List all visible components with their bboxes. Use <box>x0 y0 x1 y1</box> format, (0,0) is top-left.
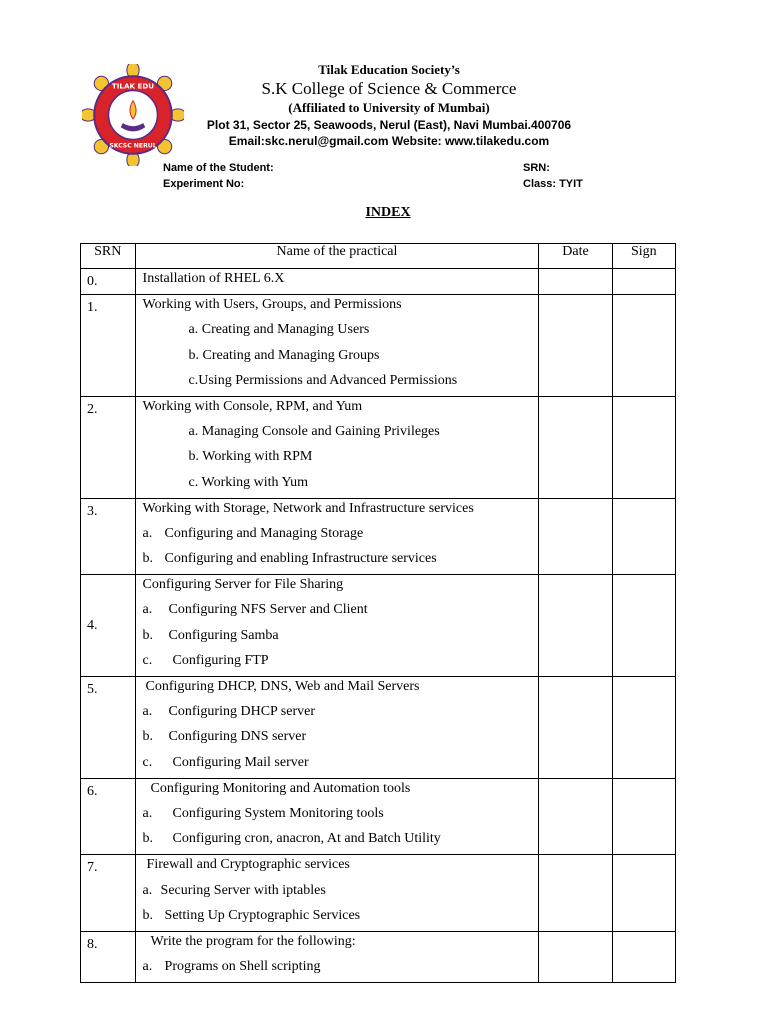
practical-cell <box>135 575 539 677</box>
sub-item <box>136 881 539 906</box>
sub-item-marker: b. <box>142 551 154 567</box>
table-header-row <box>81 244 676 269</box>
sub-item-label: Configuring and Managing Storage <box>164 525 364 541</box>
practical-title: Installation of RHEL 6.X <box>142 271 285 286</box>
header-practical: Name of the practical <box>135 244 539 269</box>
sub-item-label: Configuring and enabling Infrastructure services <box>164 551 437 567</box>
sign-cell <box>612 396 675 498</box>
sub-item-marker: a. <box>142 525 153 541</box>
student-meta <box>163 160 603 192</box>
header-srn: SRN <box>81 244 136 269</box>
date-cell <box>539 396 612 498</box>
practical-title: Configuring DHCP, DNS, Web and Mail Servers <box>145 679 420 694</box>
table-row <box>81 575 676 677</box>
sub-item <box>136 524 539 549</box>
sub-item-marker: a. <box>142 602 153 618</box>
sub-item <box>136 626 539 651</box>
sub-item <box>136 753 539 778</box>
sub-item-label: Configuring NFS Server and Client <box>168 602 368 618</box>
srn-cell: 6. <box>81 778 136 855</box>
practical-title: Configuring Monitoring and Automation tools <box>150 780 411 796</box>
table-row <box>81 778 676 855</box>
sub-item: a. Managing Console and Gaining Privileges <box>188 424 440 440</box>
sign-cell <box>612 269 675 295</box>
sub-item-marker: c. <box>142 754 153 770</box>
sub-item <box>136 651 539 676</box>
srn-cell: 0. <box>81 269 136 295</box>
practical-cell <box>135 295 539 397</box>
sub-item-marker: b. <box>142 907 154 923</box>
sub-item: b. Working with RPM <box>188 449 313 465</box>
sub-item-label: Configuring Mail server <box>172 754 309 770</box>
practical-title: Working with Storage, Network and Infrastructure services <box>142 500 474 516</box>
table-row <box>81 295 676 397</box>
affiliation: (Affiliated to University of Mumbai) <box>288 99 490 115</box>
sub-item-marker: a. <box>142 805 153 821</box>
sub-item-label: Configuring FTP <box>172 652 269 668</box>
address: Plot 31, Sector 25, Seawoods, Nerul (East), Navi Mumbai.400706 <box>206 117 572 132</box>
practical-title: Working with Users, Groups, and Permissions <box>142 297 402 313</box>
srn-cell: 7. <box>81 855 136 932</box>
index-table <box>80 243 676 983</box>
college-logo <box>82 64 184 166</box>
date-cell <box>539 855 612 932</box>
class-label: Class: TYIT <box>523 178 583 190</box>
svg-text:SKCSC NERUL: SKCSC NERUL <box>109 142 157 150</box>
date-cell <box>539 575 612 677</box>
sign-cell <box>612 498 675 575</box>
sub-item-marker: a. <box>142 882 153 898</box>
srn-cell: 3. <box>81 498 136 575</box>
sub-item-label: Configuring System Monitoring tools <box>172 805 384 821</box>
srn-cell: 4. <box>81 575 136 677</box>
sub-item: a. Creating and Managing Users <box>188 322 370 338</box>
table-row <box>81 677 676 779</box>
sub-item <box>136 600 539 625</box>
srn-cell: 2. <box>81 396 136 498</box>
srn-cell: 1. <box>81 295 136 397</box>
table-row <box>81 396 676 498</box>
practical-title: Write the program for the following: <box>150 933 356 949</box>
practical-cell <box>135 396 539 498</box>
header-date: Date <box>539 244 612 269</box>
sign-cell <box>612 575 675 677</box>
sign-cell <box>612 677 675 779</box>
practical-cell <box>135 498 539 575</box>
sign-cell <box>612 855 675 932</box>
table-row <box>81 855 676 932</box>
sub-item-marker: c. <box>142 652 153 668</box>
sub-item <box>136 702 539 727</box>
srn-label: SRN: <box>523 162 550 174</box>
sub-item: c.Using Permissions and Advanced Permissions <box>188 372 458 388</box>
sub-item-marker: b. <box>142 627 154 643</box>
sub-item-label: Configuring DNS server <box>168 729 307 745</box>
society-name: Tilak Education Society’s <box>318 62 460 77</box>
date-cell <box>539 677 612 779</box>
sub-item-marker: b. <box>142 729 154 745</box>
sub-item-label: Setting Up Cryptographic Services <box>164 907 361 923</box>
date-cell <box>539 931 612 982</box>
date-cell <box>539 778 612 855</box>
header-sign: Sign <box>612 244 675 269</box>
student-name-label: Name of the Student: <box>163 162 274 174</box>
sub-item: c. Working with Yum <box>188 474 308 490</box>
sub-item-label: Configuring DHCP server <box>168 704 315 720</box>
table-row <box>81 931 676 982</box>
sub-item-marker: a. <box>142 704 153 720</box>
index-title: INDEX <box>365 205 411 220</box>
practical-cell <box>135 677 539 779</box>
college-name: S.K College of Science & Commerce <box>261 78 517 98</box>
srn-cell: 5. <box>81 677 136 779</box>
sign-cell <box>612 778 675 855</box>
sub-item <box>136 727 539 752</box>
sub-item-label: Securing Server with iptables <box>160 882 326 898</box>
practical-cell <box>135 269 539 295</box>
practical-cell <box>135 855 539 932</box>
sub-item-label: Configuring cron, anacron, At and Batch Utility <box>172 831 441 847</box>
practical-cell <box>135 778 539 855</box>
sub-item-label: Programs on Shell scripting <box>164 959 321 975</box>
college-header <box>184 62 594 148</box>
table-row <box>81 269 676 295</box>
date-cell <box>539 295 612 397</box>
sub-item-marker: b. <box>142 831 154 847</box>
contact-line: Email:skc.nerul@gmail.com Website: www.tilakedu.com <box>228 133 550 148</box>
sub-item <box>136 906 539 931</box>
practical-title: Working with Console, RPM, and Yum <box>142 398 363 414</box>
sign-cell <box>612 295 675 397</box>
sub-item <box>136 804 539 829</box>
sub-item <box>136 957 539 982</box>
sub-item <box>136 549 539 574</box>
practical-title: Firewall and Cryptographic services <box>146 857 350 873</box>
sub-item-marker: a. <box>142 959 153 975</box>
date-cell <box>539 498 612 575</box>
experiment-label: Experiment No: <box>163 178 245 190</box>
sub-item: b. Creating and Managing Groups <box>188 347 380 363</box>
svg-text:TILAK EDU: TILAK EDU <box>111 81 155 91</box>
practical-title: Configuring Server for File Sharing <box>142 577 344 593</box>
sub-item <box>136 829 539 854</box>
date-cell <box>539 269 612 295</box>
sign-cell <box>612 931 675 982</box>
table-row <box>81 498 676 575</box>
srn-cell: 8. <box>81 931 136 982</box>
sub-item-label: Configuring Samba <box>168 627 279 643</box>
practical-cell <box>135 931 539 982</box>
